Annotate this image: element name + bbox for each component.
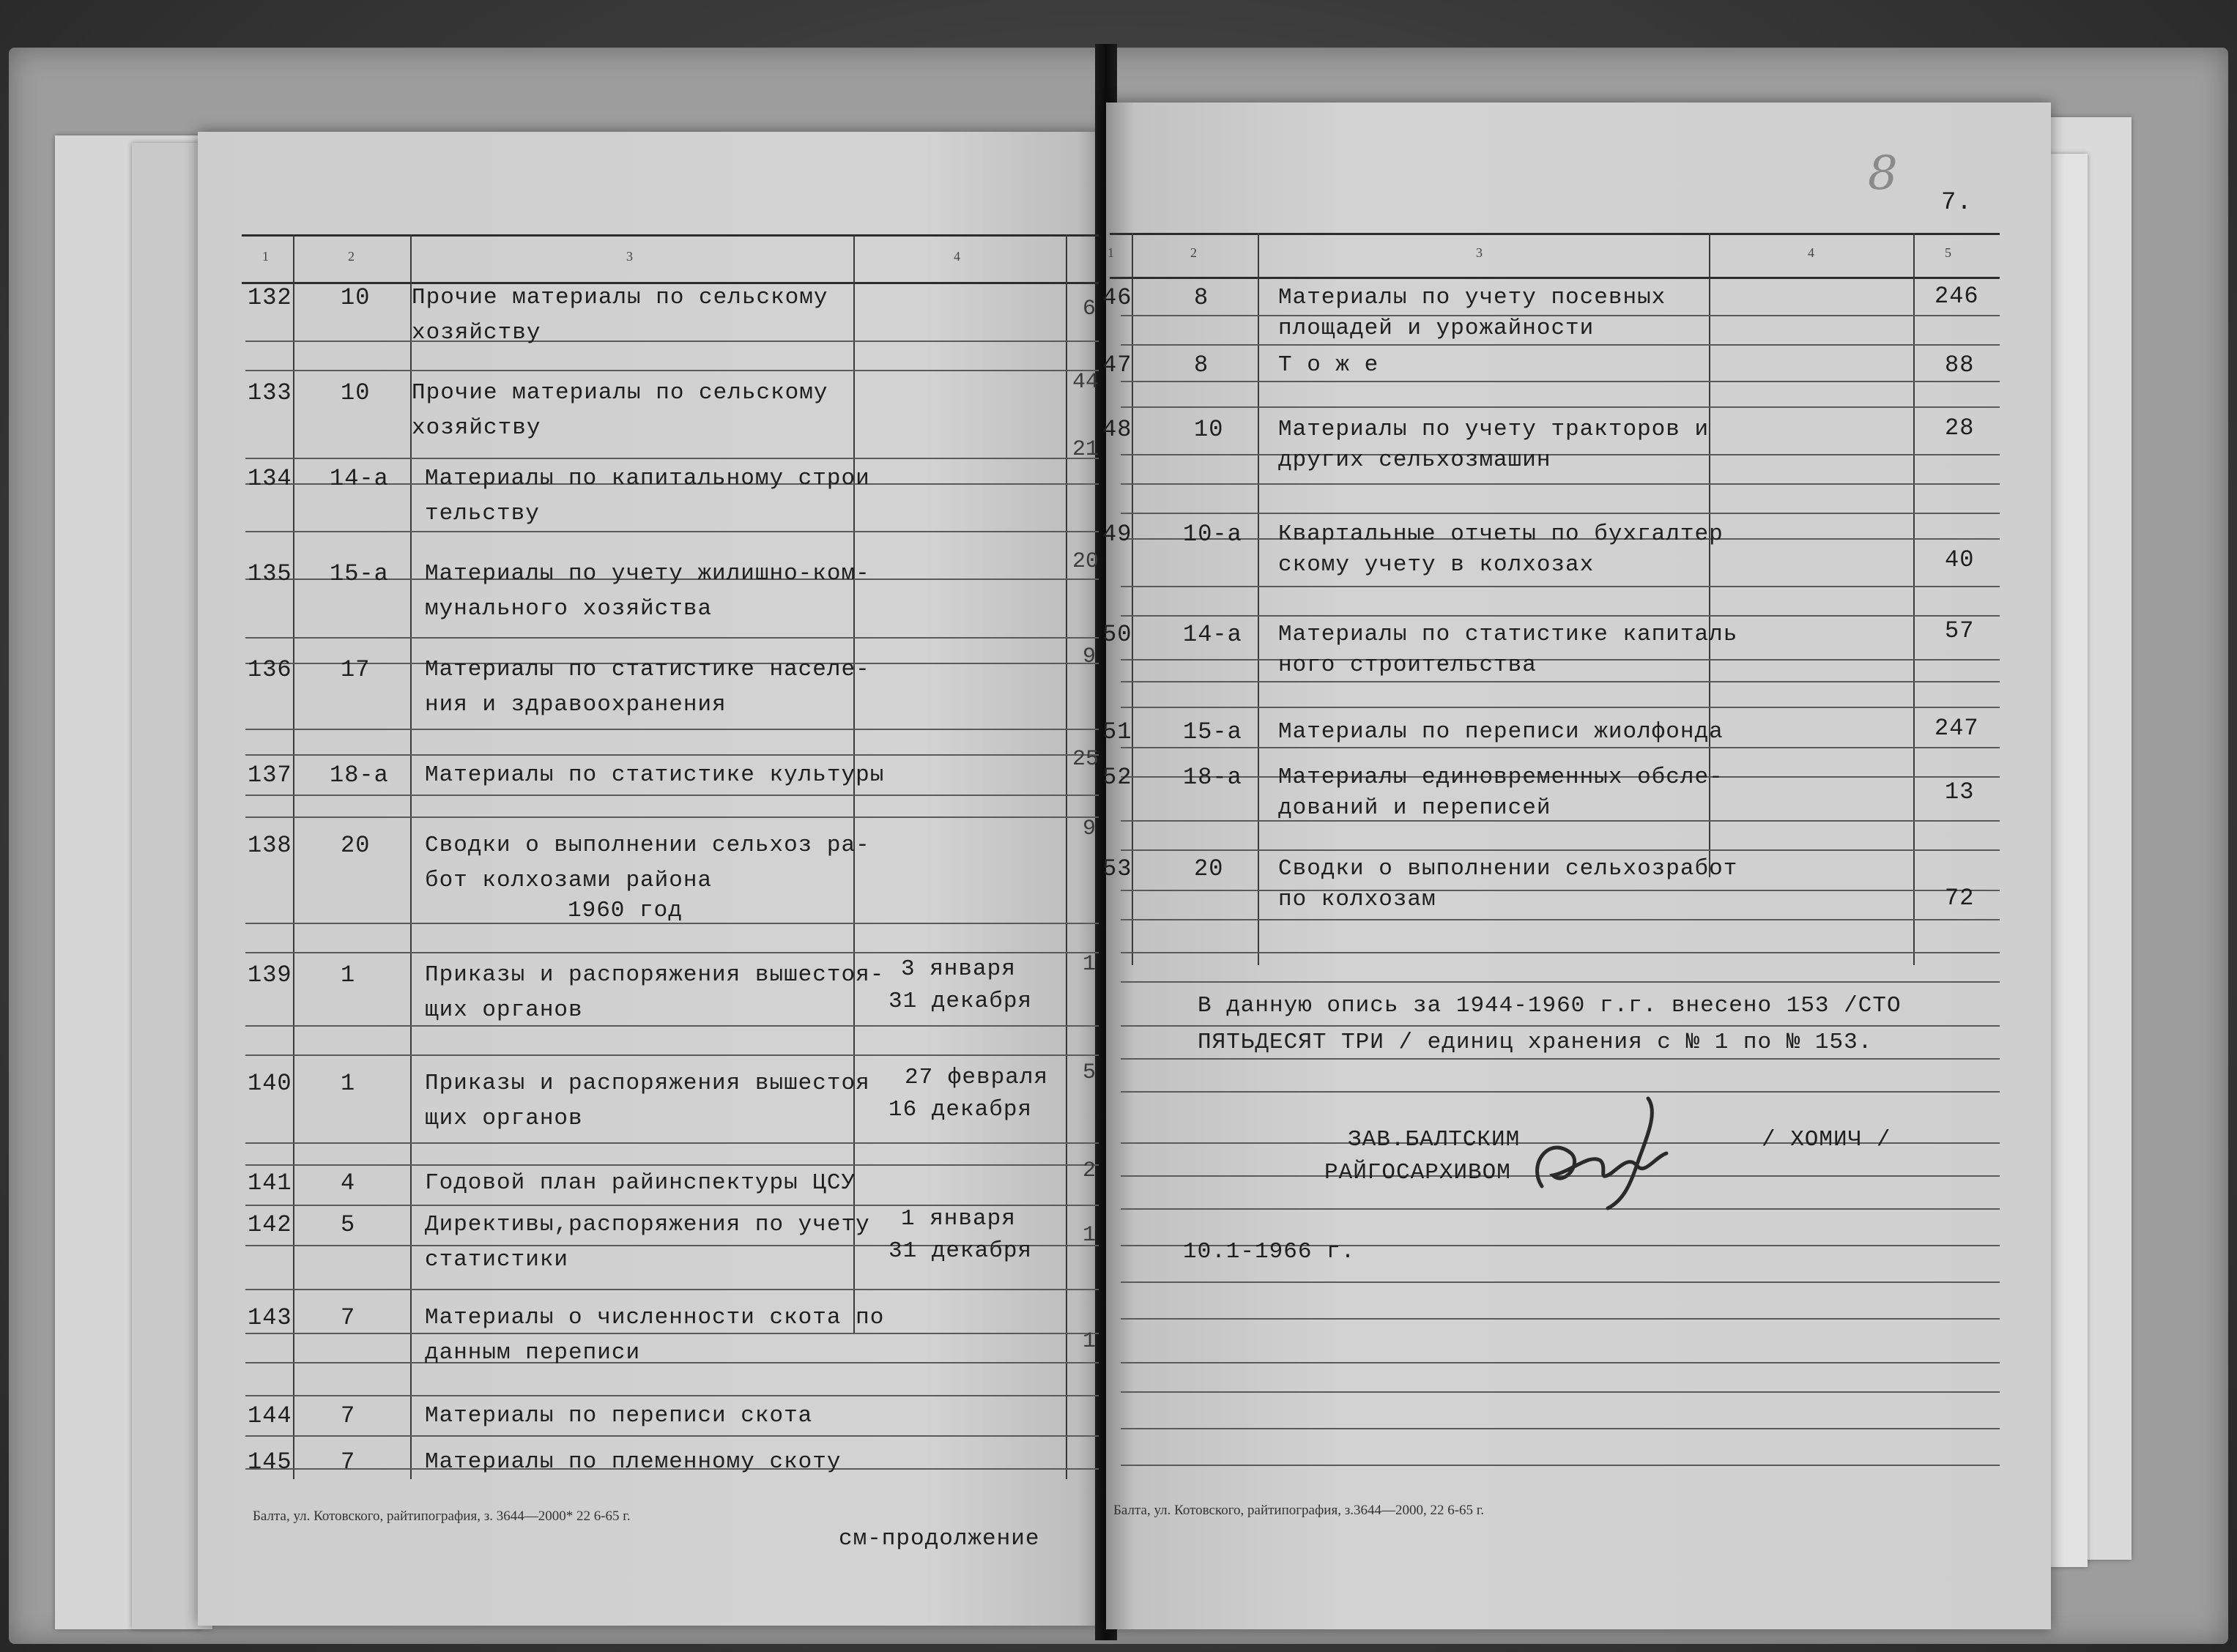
right-line-rule	[1121, 586, 2000, 587]
left-row-number: 136	[248, 656, 292, 683]
left-row-number: 137	[248, 762, 292, 789]
right-header-bottom-rule	[1110, 277, 2000, 279]
signatory-title-line: ЗАВ.БАЛТСКИМ	[1348, 1127, 1521, 1153]
left-row-date: 31 декабря	[889, 1238, 1033, 1264]
right-line-rule	[1121, 1362, 2000, 1363]
left-line-rule	[245, 1395, 1099, 1396]
right-row-index: 8	[1194, 351, 1209, 379]
right-row-title-line: Материалы по переписи жиолфонда	[1278, 719, 1724, 745]
left-header-cell: 1	[262, 249, 269, 264]
left-row-date: 16 декабря	[889, 1097, 1033, 1123]
right-row-index: 20	[1194, 855, 1224, 882]
continuation-note: см-продолжение	[839, 1526, 1040, 1552]
left-line-rule	[245, 370, 1099, 371]
right-row-count: 88	[1945, 351, 1975, 379]
right-row-title-line: других сельхозмашин	[1278, 447, 1551, 473]
right-row-title-line: Сводки о выполнении сельхозработ	[1278, 856, 1738, 882]
left-line-rule	[245, 1435, 1099, 1437]
right-row-count: 28	[1945, 414, 1975, 442]
left-header-cell: 4	[954, 249, 960, 264]
left-row-title-line: Материалы по статистике населе-	[425, 657, 870, 682]
right-row-title-line: дований и переписей	[1278, 795, 1551, 821]
right-line-rule	[1121, 406, 2000, 408]
right-row-count: 247	[1934, 715, 1979, 742]
summary-line: ПЯТЬДЕСЯТ ТРИ / единиц хранения с № 1 по № 153.	[1198, 1030, 1873, 1055]
left-line-rule	[245, 1142, 1099, 1144]
left-line-rule	[245, 458, 1099, 459]
left-line-rule	[245, 1164, 1099, 1166]
left-header-top-rule	[242, 234, 1099, 237]
left-row-number: 143	[248, 1304, 292, 1331]
right-line-rule	[1121, 952, 2000, 953]
right-row-index: 8	[1194, 284, 1209, 311]
right-header-cell: 3	[1476, 245, 1483, 260]
left-row-index: 5	[341, 1211, 356, 1238]
left-row-title-line: щих органов	[425, 1106, 583, 1131]
left-row-title-line: Материалы по капитальному строи	[425, 466, 870, 491]
left-line-rule	[245, 754, 1099, 756]
left-year-heading: 1960 год	[568, 898, 683, 923]
right-line-rule	[1121, 681, 2000, 682]
right-row-title-line: Материалы по статистике капиталь	[1278, 622, 1738, 647]
left-cut-count: 21	[1072, 437, 1099, 462]
right-row-number: 46	[1102, 284, 1132, 311]
left-line-rule	[245, 729, 1099, 730]
left-row-index: 7	[341, 1304, 356, 1331]
left-row-title-line: Приказы и распоряжения вышестоя	[425, 1071, 870, 1096]
right-line-rule	[1121, 890, 2000, 891]
right-line-rule	[1121, 1465, 2000, 1466]
left-row-number: 140	[248, 1070, 292, 1097]
left-row-title-line: Материалы о численности скота по	[425, 1305, 885, 1331]
left-column-rule	[293, 234, 294, 1479]
left-row-date: 3 января	[901, 956, 1016, 982]
left-row-title-line: хозяйству	[412, 320, 541, 346]
left-cut-count: 1	[1083, 1329, 1097, 1354]
left-line-rule	[245, 637, 1099, 639]
right-line-rule	[1121, 381, 2000, 382]
right-line-rule	[1121, 615, 2000, 617]
right-column-rule	[1258, 233, 1259, 965]
right-line-rule	[1121, 659, 2000, 661]
right-row-title-line: Квартальные отчеты по бухгалтер	[1278, 521, 1724, 547]
right-row-number: 50	[1102, 621, 1132, 648]
left-line-rule	[245, 795, 1099, 796]
left-row-index: 7	[341, 1402, 356, 1429]
document-date: 10.1-1966 г.	[1183, 1239, 1356, 1265]
right-row-number: 53	[1102, 855, 1132, 882]
right-row-number: 51	[1102, 718, 1132, 745]
left-cut-count: 6	[1083, 297, 1097, 321]
right-header-cell: 4	[1808, 245, 1814, 260]
right-row-title-line: Материалы по учету посевных	[1278, 285, 1666, 310]
left-row-title-line: Прочие материалы по сельскому	[412, 380, 828, 406]
left-cut-count: 25	[1072, 747, 1099, 772]
right-line-rule	[1121, 919, 2000, 920]
right-row-title-line: площадей и урожайности	[1278, 316, 1595, 341]
right-row-count: 13	[1945, 778, 1975, 805]
left-row-date: 1 января	[901, 1206, 1016, 1232]
right-header-cell: 1	[1108, 245, 1114, 260]
left-header-cell: 3	[626, 249, 633, 264]
right-line-rule	[1121, 849, 2000, 851]
left-row-index: 4	[341, 1169, 356, 1197]
left-row-title-line: Директивы,распоряжения по учету	[425, 1212, 870, 1238]
left-row-number: 134	[248, 465, 292, 492]
right-row-title-line: ного строительства	[1278, 652, 1537, 678]
right-row-index: 18-а	[1183, 764, 1242, 791]
right-row-number: 47	[1102, 351, 1132, 379]
left-line-rule	[245, 816, 1099, 818]
right-line-rule	[1121, 707, 2000, 708]
left-line-rule	[245, 1362, 1099, 1363]
left-row-title-line: статистики	[425, 1247, 569, 1273]
left-row-number: 144	[248, 1402, 292, 1429]
right-row-number: 52	[1102, 764, 1132, 791]
left-row-index: 20	[341, 832, 371, 859]
left-row-index: 18-а	[330, 762, 389, 789]
right-row-number: 49	[1102, 521, 1132, 548]
signatory-title-line: РАЙГОСАРХИВОМ	[1324, 1160, 1511, 1186]
left-row-number: 133	[248, 379, 292, 406]
left-cut-count: 5	[1083, 1060, 1097, 1085]
left-row-index: 10	[341, 284, 371, 311]
left-line-rule	[245, 341, 1099, 342]
right-line-rule	[1121, 513, 2000, 514]
left-row-index: 10	[341, 379, 371, 406]
left-cut-count: 2	[1083, 1158, 1097, 1183]
left-row-index: 7	[341, 1448, 356, 1476]
right-line-rule	[1121, 483, 2000, 485]
left-row-title-line: Материалы по переписи скота	[425, 1403, 813, 1429]
right-row-title-line: Т о ж е	[1278, 352, 1379, 378]
left-row-number: 145	[248, 1448, 292, 1476]
left-row-index: 15-а	[330, 560, 389, 587]
right-row-count: 40	[1945, 546, 1975, 573]
left-row-index: 17	[341, 656, 371, 683]
left-cut-count: 1	[1083, 1223, 1097, 1248]
left-cut-count: 44	[1072, 370, 1099, 395]
right-row-count: 57	[1945, 617, 1975, 644]
left-row-title-line: Материалы по учету жилишно-ком-	[425, 561, 870, 587]
right-row-title-line: по колхозам	[1278, 887, 1436, 912]
handwritten-signature	[1520, 1084, 1688, 1223]
right-header-top-rule	[1110, 233, 2000, 235]
left-row-title-line: мунального хозяйства	[425, 596, 713, 622]
left-row-title-line: щих органов	[425, 997, 583, 1023]
left-row-date: 27 февраля	[905, 1065, 1049, 1090]
right-imprint: Балта, ул. Котовского, райтипография, з.3644—2000, 22 6-65 г.	[1113, 1503, 1485, 1518]
right-column-rule	[1913, 233, 1915, 965]
left-row-date: 31 декабря	[889, 989, 1033, 1014]
right-line-rule	[1121, 1281, 2000, 1283]
left-row-index: 14-а	[330, 465, 389, 492]
right-line-rule	[1121, 1318, 2000, 1320]
left-row-title-line: Сводки о выполнении сельхоз ра-	[425, 833, 870, 858]
left-row-title-line: Годовой план райинспектуры ЦСУ	[425, 1170, 856, 1196]
left-row-number: 138	[248, 832, 292, 859]
left-row-number: 142	[248, 1211, 292, 1238]
left-row-title-line: Материалы по племенному скоту	[425, 1449, 842, 1475]
left-line-rule	[245, 531, 1099, 532]
left-row-title-line: Приказы и распоряжения вышестоя-	[425, 962, 885, 988]
page-number: 7.	[1941, 189, 1973, 217]
signature-name: / ХОМИЧ /	[1762, 1127, 1891, 1153]
left-row-index: 1	[341, 961, 356, 989]
left-line-rule	[245, 1025, 1099, 1027]
right-row-index: 10-а	[1183, 521, 1242, 548]
right-line-rule	[1121, 820, 2000, 822]
left-row-title-line: бот колхозами района	[425, 868, 713, 893]
left-cut-count: 1	[1083, 952, 1097, 977]
left-row-title-line: ния и здравоохранения	[425, 692, 727, 718]
right-row-index: 15-а	[1183, 718, 1242, 745]
summary-line: В данную опись за 1944-1960 г.г. внесено 153 /СТО	[1198, 993, 1902, 1019]
left-row-title-line: тельству	[425, 501, 540, 527]
left-row-title-line: Прочие материалы по сельскому	[412, 285, 828, 310]
left-row-number: 139	[248, 961, 292, 989]
right-header-cell: 5	[1945, 245, 1951, 260]
left-column-rule	[1066, 234, 1067, 1479]
left-line-rule	[245, 1054, 1099, 1056]
left-row-title-line: Материалы по статистике культуры	[425, 762, 885, 788]
right-row-number: 48	[1102, 416, 1132, 443]
left-row-number: 141	[248, 1169, 292, 1197]
right-row-index: 14-а	[1183, 621, 1242, 648]
left-cut-count: 20	[1072, 549, 1099, 574]
right-header-cell: 2	[1190, 245, 1197, 260]
pencil-folio-number: 8	[1868, 146, 1898, 201]
left-row-index: 1	[341, 1070, 356, 1097]
left-row-number: 132	[248, 284, 292, 311]
right-row-count: 246	[1934, 283, 1979, 310]
right-row-title-line: скому учету в колхозах	[1278, 552, 1595, 578]
left-line-rule	[245, 1289, 1099, 1290]
left-cut-count: 9	[1083, 644, 1097, 669]
left-header-cell: 2	[348, 249, 355, 264]
left-imprint: Балта, ул. Котовского, райтипография, з. 3644—2000* 22 6-65 г.	[253, 1508, 631, 1524]
right-row-index: 10	[1194, 416, 1224, 443]
right-line-rule	[1121, 454, 2000, 455]
left-row-number: 135	[248, 560, 292, 587]
left-row-title-line: данным переписи	[425, 1340, 641, 1366]
right-row-title-line: Материалы единовременных обсле-	[1278, 764, 1724, 790]
right-row-title-line: Материалы по учету тракторов и	[1278, 417, 1710, 442]
right-line-rule	[1121, 1391, 2000, 1393]
right-line-rule	[1121, 981, 2000, 983]
right-row-count: 72	[1945, 885, 1975, 912]
left-cut-count: 9	[1083, 816, 1097, 841]
right-line-rule	[1121, 1428, 2000, 1429]
left-row-title-line: хозяйству	[412, 415, 541, 441]
